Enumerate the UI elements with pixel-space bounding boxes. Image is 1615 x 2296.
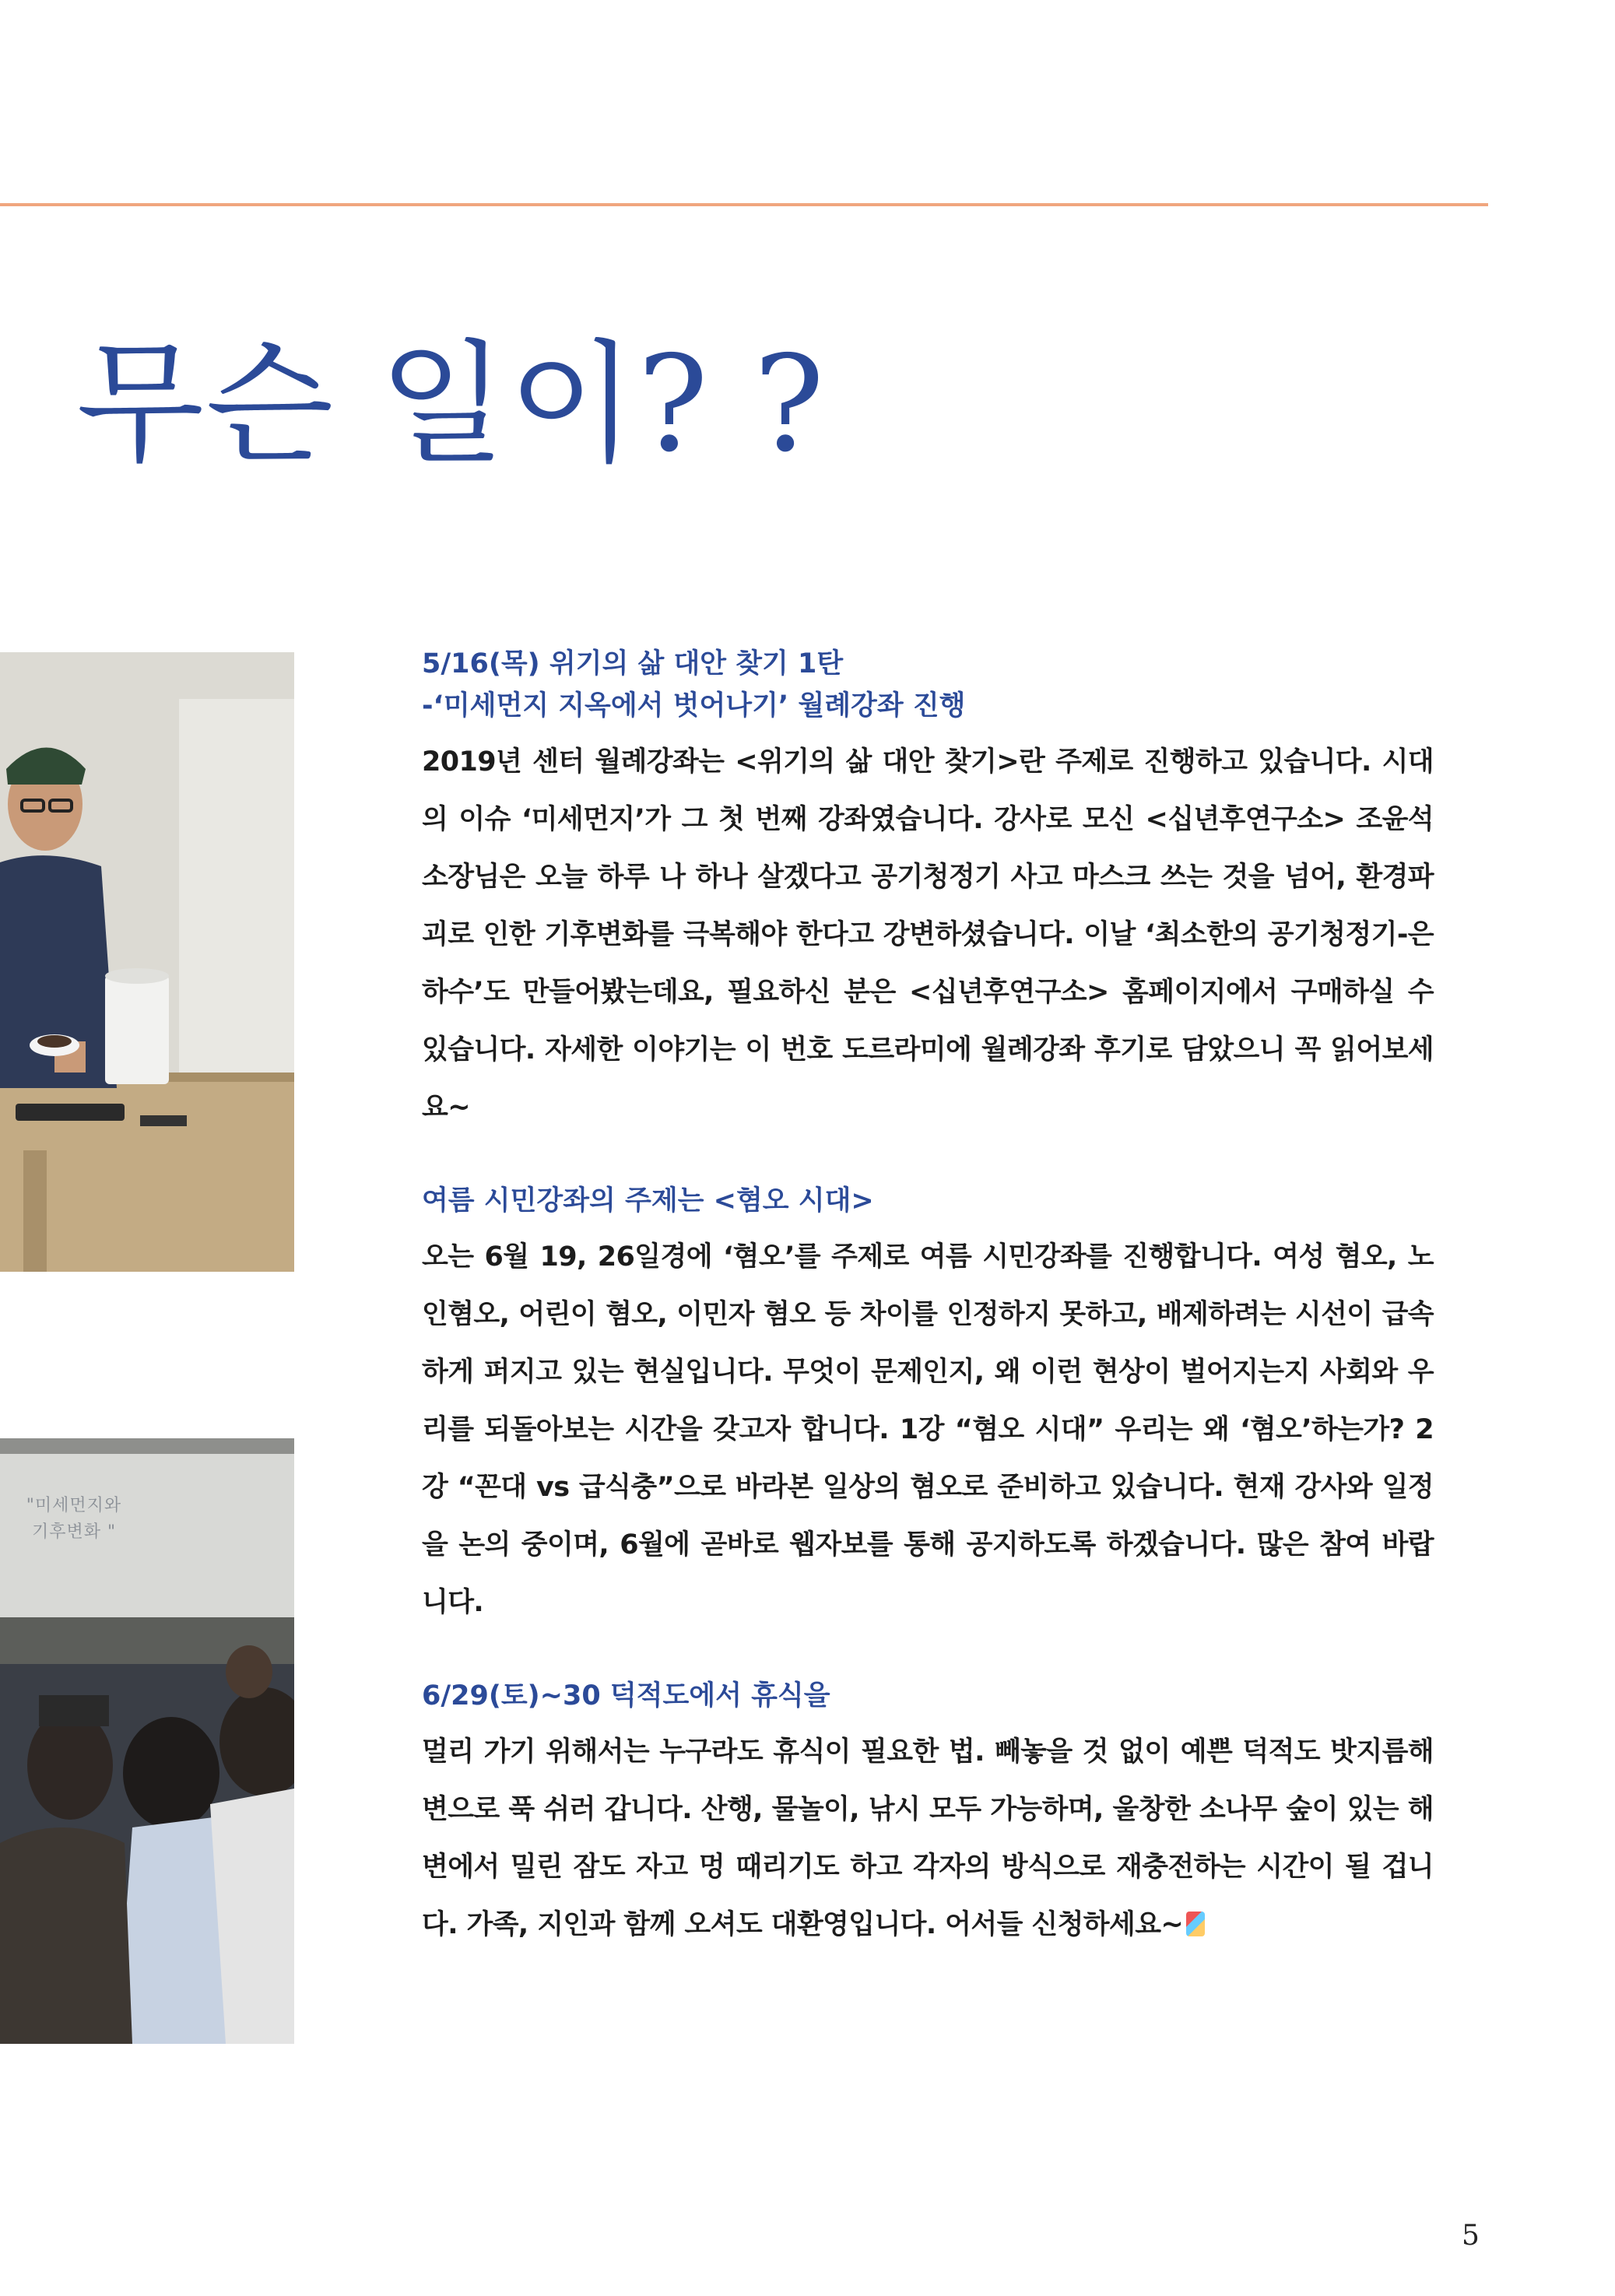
section-summer-lecture (422, 1180, 1434, 1631)
page-title: 무슨 일이? ? (76, 328, 827, 482)
section-body: 2019년 센터 월례강좌는 <위기의 삶 대안 찾기>란 주제로 진행하고 있습니다. 시대의 이슈 ‘미세먼지’가 그 첫 번째 강좌였습니다. 강사로 모신 <십년후연구소> 조윤석 소장님은 오늘 하루 나 하나 살겠다고 공기청정기 사고 마스크 쓰는 것을 넘어, 환경파괴로 인한 기후변화를 극복해야 한다고 강변하셨습니다. 이날 ‘최소한의 공기청정기-은하수’도 만들어봤는데요, 필요하신 분은 <십년후연구소> 홈페이지에서 구매하실 수 있습니다. 자세한 이야기는 이 번호 도르라미에 월례강좌 후기로 담았으니 꼭 읽어보세요~ (422, 746, 1434, 1123)
slide-text-line2: 기후변화 " (31, 1522, 117, 1542)
top-divider-line (0, 203, 1488, 206)
slide-text (0, 1493, 148, 1546)
audience-photo (0, 1438, 294, 2044)
section-heading-line1: 여름 시민강좌의 주제는 <혐오 시대> (422, 1185, 874, 1216)
section-deokjeokdo-retreat (422, 1675, 1434, 1954)
section-heading (422, 1180, 1434, 1222)
article-column (422, 643, 1434, 1954)
section-body: 오는 6월 19, 26일경에 ‘혐오’를 주제로 여름 시민강좌를 진행합니다. 여성 혐오, 노인혐오, 어린이 혐오, 이민자 혐오 등 차이를 인정하지 못하고, 배제하려는 시선이 급속하게 퍼지고 있는 현실입니다. 무엇이 문제인지, 왜 이런 현상이 벌어지는지 사회와 우리를 되돌아보는 시간을 갖고자 합니다. 1강 “혐오 시대” 우리는 왜 ‘혐오’하는가? 2강 “꼰대 vs 급식충”으로 바라본 일상의 혐오로 준비하고 있습니다. 현재 강사와 일정을 논의 중이며, 6월에 곧바로 웹자보를 통해 공지하도록 하겠습니다. 많은 참여 바랍니다. (422, 1241, 1434, 1618)
lecturer-photo (0, 652, 294, 1272)
section-heading (422, 1675, 1434, 1717)
page-number: 5 (1462, 2220, 1480, 2252)
section-body (422, 1723, 1434, 1954)
section-body-text: 멀리 가기 위해서는 누구라도 휴식이 필요한 법. 빼놓을 것 없이 예쁜 덕적도 밧지름해변으로 푹 쉬러 갑니다. 산행, 물놀이, 낚시 모두 가능하며, 울창한 소나무 숲이 있는 해변에서 밀린 잠도 자고 멍 때리기도 하고 각자의 방식으로 재충전하는 시간이 될 겁니다. 가족, 지인과 함께 오셔도 대환영입니다. 어서들 신청하세요~ (422, 1736, 1434, 1940)
lecturer-photo-illustration (0, 652, 294, 1272)
section-heading-line1: 5/16(목) 위기의 삶 대안 찾기 1탄 (422, 648, 844, 679)
slide-text-line1: "미세먼지와 (26, 1496, 122, 1515)
section-monthly-lecture (422, 643, 1434, 1136)
confetti-emoji-icon (1186, 1912, 1205, 1936)
section-heading-line1: 6/29(토)~30 덕적도에서 휴식을 (422, 1680, 830, 1711)
section-heading-line2: -‘미세먼지 지옥에서 벗어나기’ 월례강좌 진행 (422, 690, 966, 721)
section-heading (422, 643, 1434, 727)
